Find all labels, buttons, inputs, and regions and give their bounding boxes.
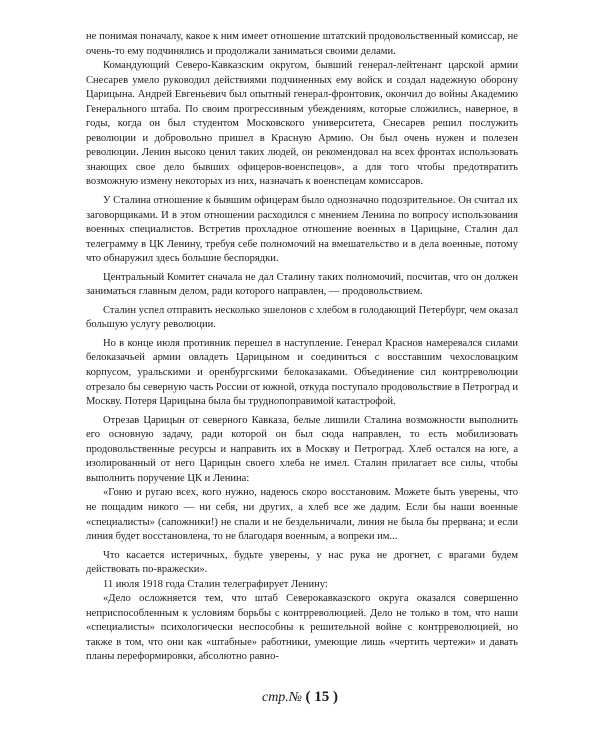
page-number-value: ( 15 ) (305, 689, 339, 705)
paragraph-july-11: 11 июля 1918 года Сталин телеграфирует Ленину: (103, 578, 328, 590)
paragraph-tsaritsyn-cut-off: Отрезав Царицын от северного Кавказа, белые лишили Сталина возможности выполнить его основную задачу, ради которой он был сюда направлен, то есть мобилизовать продовольственные ресурсы и направить их в Москву и Петроград. Хлеб остался на юге, а изолированный от него Царицын своего хлеба не имел. Сталин прилагает все силы, чтобы выполнить поручение ЦК и Ленина: (86, 414, 518, 484)
paragraph-continuation: не понимая поначалу, какое к ним имеет отношение штатский продовольственный комиссар, не очень-то ему подчинялись и продолжали заниматься своими делами. (86, 31, 518, 57)
quote-telegram-1: «Гоню и ругаю всех, кого нужно, надеюсь скоро восстановим. Можете быть уверены, что не пощадим никого — ни себя, ни других, а хлеб все же дадим. Если бы наши военные «специалисты» (сапожники!) не спали и не бездельничали, линия не была бы прервана; и если линия будет восстановлена, то не благодаря военным, а вопреки им... (86, 487, 518, 543)
paragraph-central-committee: Центральный Комитет сначала не дал Сталину таких полномочий, посчитав, что он должен заниматься главным делом, ради которого направлен, — продовольствием. (86, 271, 518, 298)
paragraph-grain-trains: Сталин успел отправить несколько эшелонов с хлебом в голодающий Петербург, чем оказал большую услугу революции. (86, 304, 518, 331)
page-number-label: стр.№ (261, 690, 303, 705)
paragraph-snesarev: Командующий Северо-Кавказским округом, бывший генерал-лейтенант царской армии Снесарев умело руководил действиями подчиненных ему войск и создал надежную оборону Царицына. Андрей Евгеньевич был опытный генерал-фронтовик, окончил до войны Академию Генерального штаба. По своим прогрессивным убеждениям, которые сложились, наверное, в годы, когда он был студентом Московского университета, Снесарев решил послужить революции и добровольно пришел в Красную Армию. Он был очень нужен и полезен революции. Ленин высоко ценил таких людей, он рекомендовал на всех фронтах использовать знающих свое дело бывших офицеров-военспецов», а для того чтобы предотвратить возможную измену некоторых из них, назначать к военспецам комиссаров. (86, 60, 518, 188)
page-number (0, 689, 600, 706)
body-text (86, 30, 518, 665)
paragraph-enemy-offensive: Но в конце июля противник перешел в наступление. Генерал Краснов намеревался силами белоказачьей армии овладеть Царицыном и соединиться с восставшим чехословацким корпусом, уральскими и оренбургскими белоказаками. Объединение сил контрреволюции отрезало бы северную часть России от южной, откуда поступало продовольствие в Петроград и Москву. Потеря Царицына была бы труднопоправимой катастрофой. (86, 337, 518, 408)
quote-telegram-2: Что касается истеричных, будьте уверены, у нас рука не дрогнет, с врагами будем действовать по-вражески». (86, 549, 518, 576)
paragraph-stalin-officers: У Сталина отношение к бывшим офицерам было однозначно подозрительное. Он считал их заговорщиками. И в этом отношении расходился с мнением Ленина по вопросу использования военных специалистов. Встретив прохладное отношение военных в Царицыне, Сталин дал телеграмму в ЦК Ленину, требуя себе полномочий на вмешательство и в дела военные, потому что обнаружил здесь большие беспорядки. (86, 195, 518, 265)
quote-telegram-3: «Дело осложняется тем, что штаб Северокавказского округа оказался совершенно неприспособленным к условиям борьбы с контрреволюцией. Дело не только в том, что наши «специалисты» психологически неспособны к решительной войне с контрреволюцией, но также в том, что они как «штабные» работники, умеющие лишь «чертить чертежи» и давать планы переформировки, абсолютно равно- (86, 593, 518, 663)
